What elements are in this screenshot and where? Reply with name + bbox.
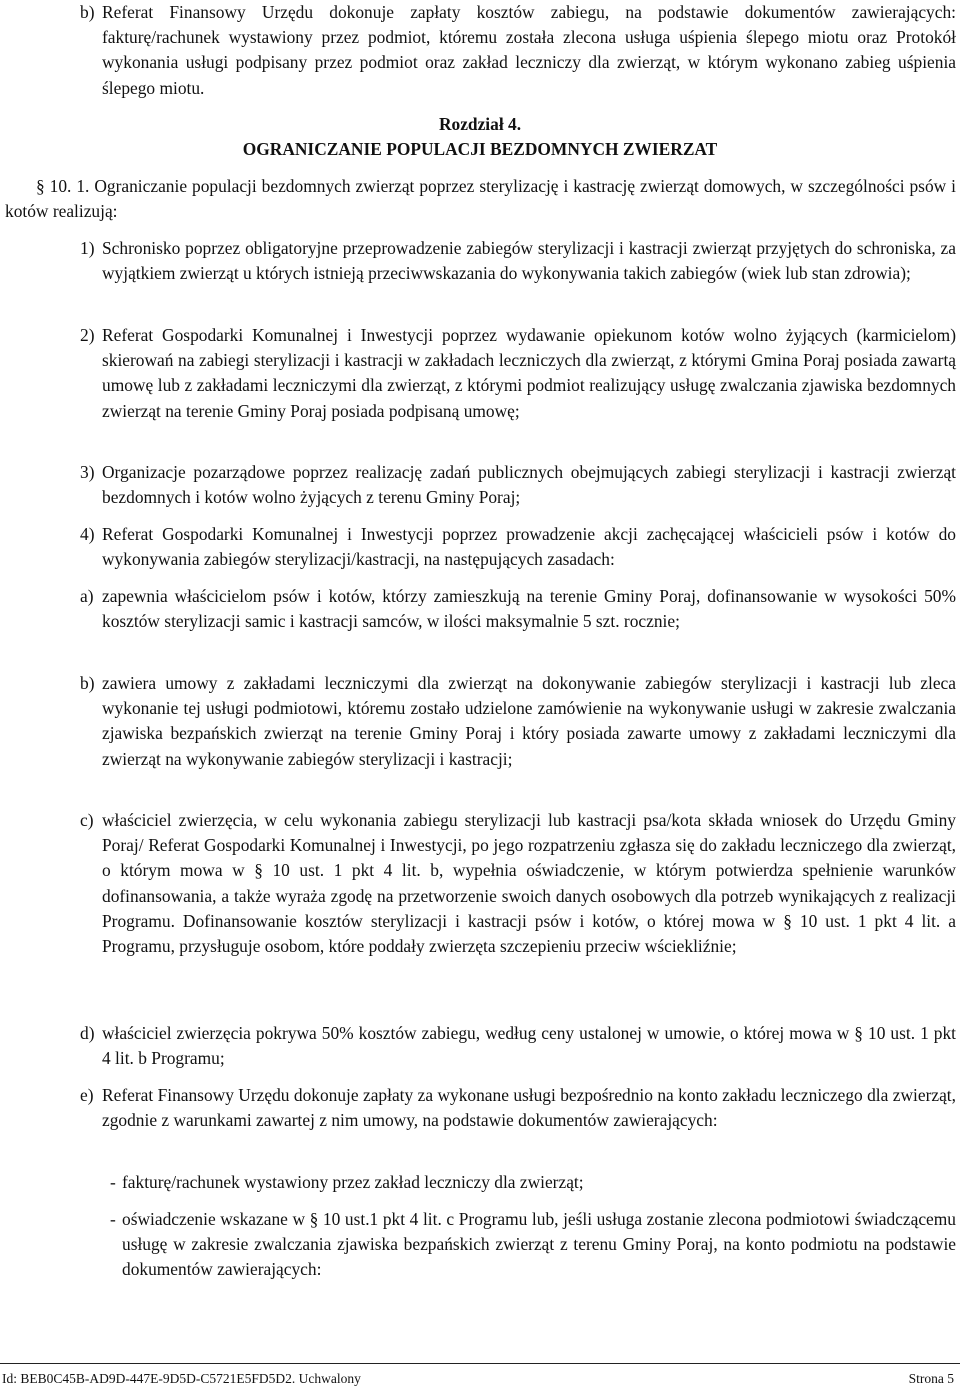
item-text: Schronisko poprzez obligatoryjne przeprowadzenie zabiegów sterylizacji i kastracji zwierząt przyjętych do schroniska, za wyjątkiem zwierząt u których istnieją przeciwwskazania do wykonywania takich zabiegów (wiek lub stan zdrowia); [102, 238, 956, 284]
item-label: 4) [80, 524, 95, 544]
list-item-4 [80, 522, 956, 572]
item-text: fakturę/rachunek wystawiony przez zakład leczniczy dla zwierząt; [122, 1172, 584, 1192]
item-text: Referat Gospodarki Komunalnej i Inwestycji poprzez wydawanie opiekunom kotów wolno żyjących (karmicielom) skierowań na zabiegi sterylizacji i kastracji w zakładach leczniczych dla zwierząt, z którymi Gmina Poraj posiada zawartą umowę lub z zakładami leczniczymi dla zwierząt, z którymi podmiot realizujący usługę zwalczania zjawiska bezdomnych zwierząt na terenie Gminy Poraj posiada podpisaną umowę; [102, 325, 956, 421]
item-label: 1) [80, 238, 95, 258]
sub-item-d [80, 1021, 956, 1071]
sub-item-a [80, 584, 956, 634]
sub-item-c [80, 808, 956, 959]
dash-label: - [110, 1172, 116, 1192]
dash-label: - [110, 1209, 116, 1229]
item-text: oświadczenie wskazane w § 10 ust.1 pkt 4 lit. c Programu lub, jeśli usługa zostanie zlecona podmiotowi świadczącemu usługę w zakresie zwalczania zjawiska bezpańskich zwierząt z terenu Gminy Poraj, na konto podmiotu na podstawie dokumentów zawierających: [122, 1209, 956, 1280]
list-item-3 [80, 460, 956, 510]
item-text: Referat Gospodarki Komunalnej i Inwestycji poprzez prowadzenie akcji zachęcającej właścicieli psów i kotów do wykonywania zabiegów sterylizacji/kastracji, na następujących zasadach: [102, 524, 956, 570]
list-item-1 [80, 236, 956, 286]
item-text: właściciel zwierzęcia, w celu wykonania zabiegu sterylizacji lub kastracji psa/kota składa wniosek do Urzędu Gminy Poraj/ Referat Gospodarki Komunalnej i Inwestycji, po jego rozpatrzeniu zgłasza się do zakładu leczniczego dla zwierząt, o którym mowa w § 10 ust. 1 pkt 4 lit. b, wypełnia oświadczenie, w którym potwierdza spełnienie warunków dofinansowania, a także wyraża zgodę na przetworzenie swoich danych osobowych dla potrzeb wynikających z realizacji Programu. Dofinansowanie kosztów sterylizacji i kastracji psów i kotów, o której mowa w § 10 ust. 1 pkt 4 lit. a Programu, przysługuje osobom, które poddały zwierzęta szczepieniu przeciw wściekliźnie; [102, 810, 956, 957]
footer-divider [0, 1363, 960, 1364]
intro-item-b [80, 0, 956, 101]
item-text: Referat Finansowy Urzędu dokonuje zapłaty kosztów zabiegu, na podstawie dokumentów zawierających: fakturę/rachunek wystawiony przez podmiot, któremu została zlecona usługa uśpienia ślepego miotu oraz Protokół wykonania usługi podpisany przez podmiot oraz zakład leczniczy dla zwierząt, w którym wykonano zabieg uśpienia ślepego miotu. [102, 2, 956, 98]
item-label: 2) [80, 325, 95, 345]
item-text: Organizacje pozarządowe poprzez realizację zadań publicznych obejmujących zabiegi sterylizacji i kastracji zwierząt bezdomnych i kotów wolno żyjących z terenu Gminy Poraj; [102, 462, 956, 508]
item-text: zapewnia właścicielom psów i kotów, którzy zamieszkują na terenie Gminy Poraj, dofinansowanie w wysokości 50% kosztów sterylizacji samic i kastracji samców, w ilości maksymalnie 5 szt. rocznie; [102, 586, 956, 632]
footer-document-id: Id: BEB0C45B-AD9D-447E-9D5D-C5721E5FD5D2. Uchwalony [2, 1371, 361, 1386]
item-label: a) [80, 586, 94, 606]
item-label: 3) [80, 462, 95, 482]
item-label: d) [80, 1023, 95, 1043]
sub-item-b [80, 671, 956, 772]
chapter-number: Rozdział 4. [438, 114, 522, 134]
chapter-title: OGRANICZANIE POPULACJI BEZDOMNYCH ZWIERZAT [242, 139, 718, 159]
item-text: właściciel zwierzęcia pokrywa 50% kosztów zabiegu, według ceny ustalonej w umowie, o której mowa w § 10 ust. 1 pkt 4 lit. b Programu; [102, 1023, 956, 1069]
dash-item-statement [110, 1207, 956, 1283]
list-item-2 [80, 323, 956, 424]
item-label: e) [80, 1085, 94, 1105]
item-label: c) [80, 810, 94, 830]
sub-item-e [80, 1083, 956, 1133]
item-text: Referat Finansowy Urzędu dokonuje zapłaty za wykonane usługi bezpośrednio na konto zakładu leczniczego dla zwierząt, zgodnie z warunkami zawartej z nim umowy, na podstawie dokumentów zawierających: [102, 1085, 956, 1131]
item-label: b) [80, 2, 95, 22]
item-text: zawiera umowy z zakładami leczniczymi dla zwierząt na dokonywanie zabiegów sterylizacji i kastracji lub zleca wykonanie tej usługi podmiotowi, któremu zostało udzielone zamówienie na wykonywanie usługi w zakresie zwalczania zjawiska bezpańskich zwierząt na terenie Gminy Poraj i który posiada zawarte umowy z zakładami leczniczymi dla zwierząt na wykonywanie zabiegów sterylizacji i kastracji; [102, 673, 956, 769]
item-label: b) [80, 673, 95, 693]
dash-item-invoice [110, 1170, 956, 1195]
section-paragraph: § 10. 1. Ograniczanie populacji bezdomnych zwierząt poprzez sterylizację i kastrację zwierząt domowych, w szczególności psów i kotów realizują: [5, 176, 956, 222]
footer-page-number: Strona 5 [908, 1371, 954, 1386]
